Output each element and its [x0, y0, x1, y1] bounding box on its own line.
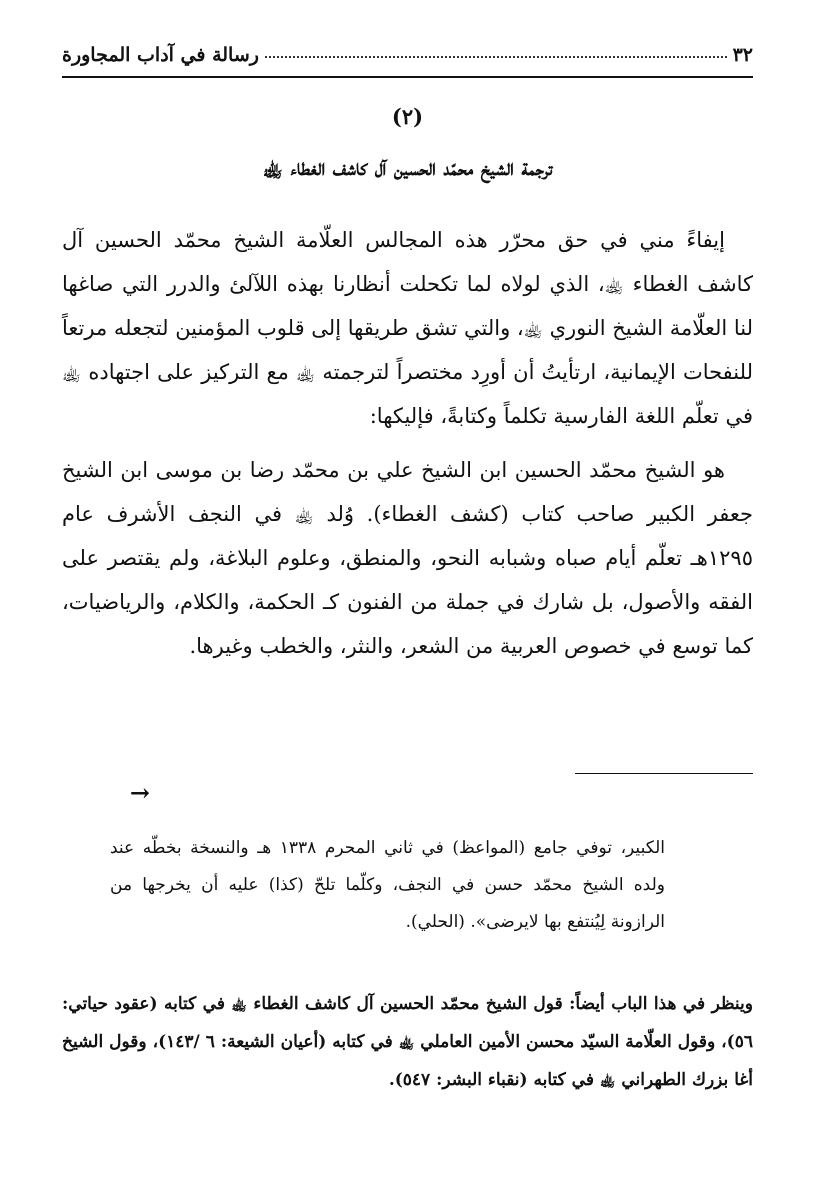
paragraph-introduction: إيفاءً مني في حق محرّر هذه المجالس العلّامة الشيخ محمّد الحسين آل كاشف الغطاء ﵀، الذي لولاه لما تكحلت أنظارنا بهذه اللآلئ والدرر التي صاغها لنا العلّامة الشيخ النوري ﵀، والتي تشق طريقها إلى قلوب المؤمنين لتجعله مرتعاً للنفحات الإيمانية، ارتأيتُ أن أورِد مختصراً لترجمته ﵀ مع التركيز على اجتهاده ﵀ في تعلّم اللغة الفارسية تكلماً وكتابةً، فإليكها: [62, 228, 753, 428]
paragraph-biography: هو الشيخ محمّد الحسين ابن الشيخ علي بن محمّد رضا بن موسى ابن الشيخ جعفر الكبير صاحب كتاب (كشف الغطاء). وُلد ﵀ في النجف الأشرف عام ١٢٩٥هـ تعلّم أيام صباه وشبابه النحو، والمنطق، وعلوم البلاغة، ولم يقتصر على الفقه والأصول، بل شارك في جملة من الفنون كـ الحكمة، والكلام، والرياضيات، كما توسع في خصوص العربية من الشعر، والنثر، والخطب وغيرها. [62, 458, 753, 658]
footnote-references [62, 985, 753, 1099]
leader-dots [265, 55, 727, 58]
footnote-continuation [110, 830, 665, 941]
section-title: ترجمة الشيخ محمّد الحسين آل كاشف الغطاء ﵀ [262, 155, 553, 181]
main-text [62, 218, 753, 678]
section-number: (٢) [391, 104, 424, 129]
header-rule [62, 76, 753, 78]
footnote-continued-text: الكبير، توفي جامع (المواعظ) في ثاني المحرم ١٣٣٨ هـ والنسخة بخطّه عند ولده الشيخ محمّد حسن في النجف، وكلّما تلحّ (كذا) عليه أن يخرجها من الرازونة لِيُنتفع بها لايرضى». (الحلي). [110, 838, 665, 932]
book-title: رسالة في آداب المجاورة [62, 44, 259, 66]
page-number: ٣٢ [732, 44, 753, 66]
footnote-separator [575, 773, 753, 774]
footnote-see-also: وينظر في هذا الباب أيضاً: قول الشيخ محمّد الحسين آل كاشف الغطاء ﵀ في كتابه (عقود حياتي: ٥٦)، وقول العلّامة السيّد محسن الأمين العاملي ﵀ في كتابه (أعيان الشيعة: ٦ /١٤٣)، وقول الشيخ أغا بزرك الطهراني ﵀ في كتابه (نقباء البشر: ٥٤٧). [62, 994, 753, 1090]
right-arrow-icon: → [129, 778, 150, 807]
running-head [62, 32, 753, 66]
